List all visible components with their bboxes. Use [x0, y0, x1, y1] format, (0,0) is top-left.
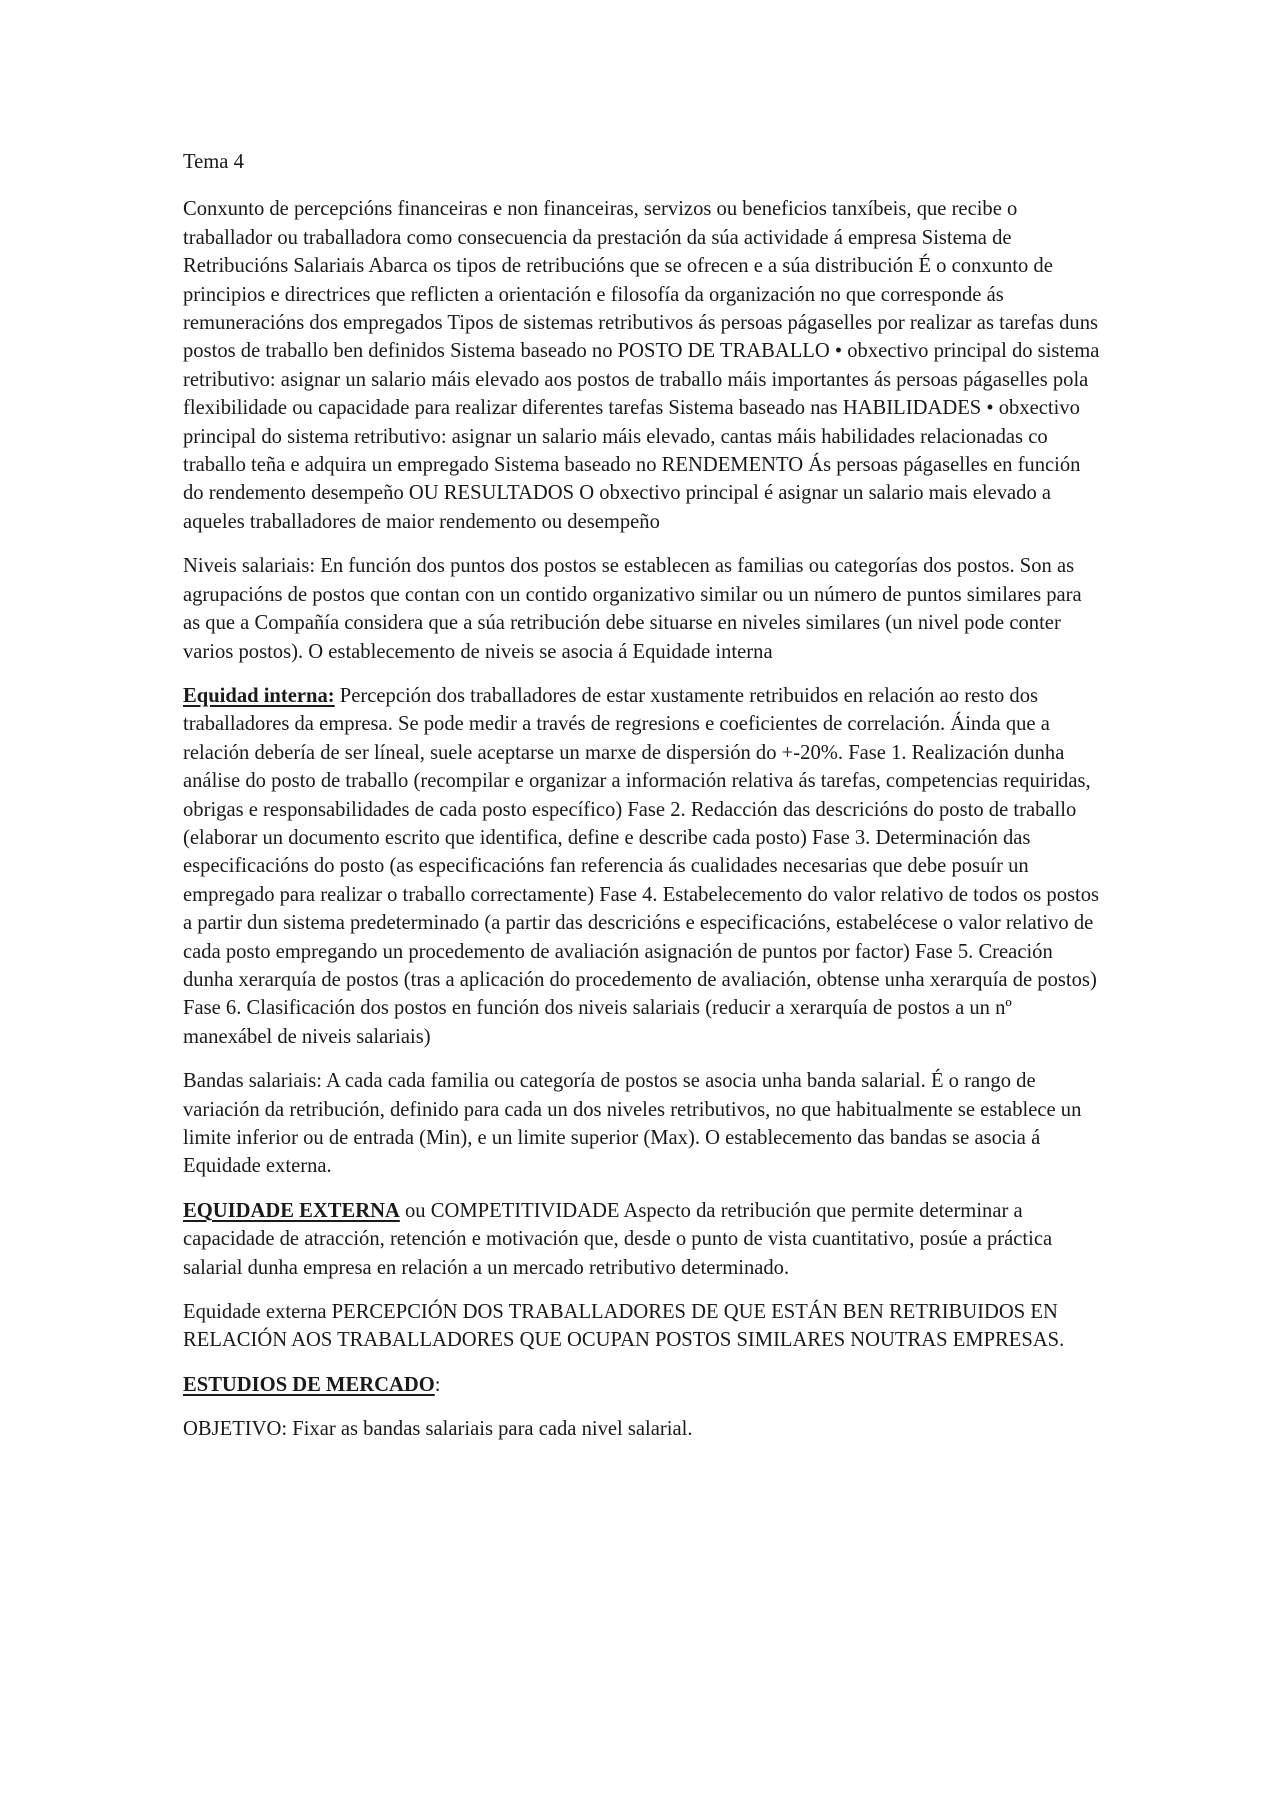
paragraph-salary-bands: Bandas salariais: A cada cada familia ou categoría de postos se asocia unha banda salarial. É o rango de variación da retribución, definido para cada un dos niveles retributivos, no que habitualmente se establece un limite inferior ou de entrada (Min), e un limite superior (Max). O establecemento das bandas se asocia á Equidade externa. — [183, 1070, 1082, 1178]
paragraph-remuneration-systems: Conxunto de percepcións financeiras e non financeiras, servizos ou beneficios tanxíbeis, que recibe o traballador ou traballadora como consecuencia da prestación da súa actividade á empresa Sistema de Retribucións Salariais Abarca os tipos de retribucións que se ofrecen e a súa distribución É o conxunto de principios e directrices que reflicten a orientación e filosofía da organización no que corresponde ás remuneracións dos empregados Tipos de sistemas retributivos ás persoas págaselles por realizar as tarefas duns postos de traballo ben definidos Sistema baseado no POSTO DE TRABALLO • obxectivo principal do sistema retributivo: asignar un salario máis elevado aos postos de traballo máis importantes ás persoas págaselles pola flexibilidade ou capacidade para realizar diferentes tarefas Sistema baseado nas HABILIDADES • obxectivo principal do sistema retributivo: asignar un salario máis elevado, cantas máis habilidades relacionadas co traballo teña e adquira un empregado Sistema baseado no RENDEMENTO Ás persoas págaselles en función do rendemento desempeño OU RESULTADOS O obxectivo principal é asignar un salario mais elevado a aqueles traballadores de maior rendemento ou desempeño — [183, 198, 1100, 533]
heading-internal-equity: Equidad interna: — [183, 684, 335, 707]
paragraph-salary-levels: Niveis salariais: En función dos puntos dos postos se establecen as familias ou categorías dos postos. Son as agrupacións de postos que contan con un contido organizativo similar ou un número de puntos similares para as que a Compañía considera que a súa retribución debe situarse en niveles similares (un nivel pode conter varios postos). O establecemento de niveis se asocia á Equidade interna — [183, 555, 1082, 663]
internal-equity-text: Percepción dos traballadores de estar xustamente retribuidos en relación ao resto dos traballadores da empresa. Se pode medir a través de regresions e coeficientes de correlación. Áinda que a relación debería de ser líneal, suele aceptarse un marxe de dispersión do +-20%. Fase 1. Realización dunha análise do posto de traballo (recompilar e organizar a información relativa ás tarefas, competencias requiridas, obrigas e responsabilidades de cada posto específico) Fase 2. Redacción das descricións do posto de traballo (elaborar un documento escrito que identifica, define e describe cada posto) Fase 3. Determinación das especificacións do posto (as especificacións fan referencia ás cualidades necesarias que debe posuír un empregado para realizar o traballo correctamente) Fase 4. Estabelecemento do valor relativo de todos os postos a partir dun sistema predeterminado (a partir das descricións e especificacións, estabelécese o valor relativo de cada posto empregando un procedemento de avaliación asignación de puntos por factor) Fase 5. Creación dunha xerarquía de postos (tras a aplicación do procedemento de avaliación, obtense unha xerarquía de postos) Fase 6. Clasificación dos postos en función dos niveis salariais (reducir a xerarquía de postos a un nº manexábel de niveis salariais) — [183, 684, 1100, 1048]
external-equity-text: ou COMPETITIVIDADE Aspecto da retribución que permite determinar a capacidade de atracción, retención e motivación que, desde o punto de vista cuantitativo, posúe a práctica salarial dunha empresa en relación a un mercado retributivo determinado. — [183, 1199, 1053, 1279]
paragraph-objective: OBJETIVO: Fixar as bandas salariais para cada nivel salarial. — [183, 1418, 693, 1441]
document-page — [183, 148, 1103, 1460]
document-title: Tema 4 — [183, 151, 244, 173]
market-studies-colon: : — [434, 1373, 441, 1396]
heading-external-equity: EQUIDADE EXTERNA — [183, 1199, 400, 1222]
paragraph-market-studies — [183, 1371, 1103, 1399]
paragraph-internal-equity — [183, 682, 1103, 1051]
paragraph-external-equity-perception: Equidade externa PERCEPCIÓN DOS TRABALLADORES DE QUE ESTÁN BEN RETRIBUIDOS EN RELACIÓN AOS TRABALLADORES QUE OCUPAN POSTOS SIMILARES NOUTRAS EMPRESAS. — [183, 1301, 1065, 1352]
heading-market-studies: ESTUDIOS DE MERCADO — [183, 1373, 435, 1396]
paragraph-external-equity — [183, 1197, 1103, 1282]
